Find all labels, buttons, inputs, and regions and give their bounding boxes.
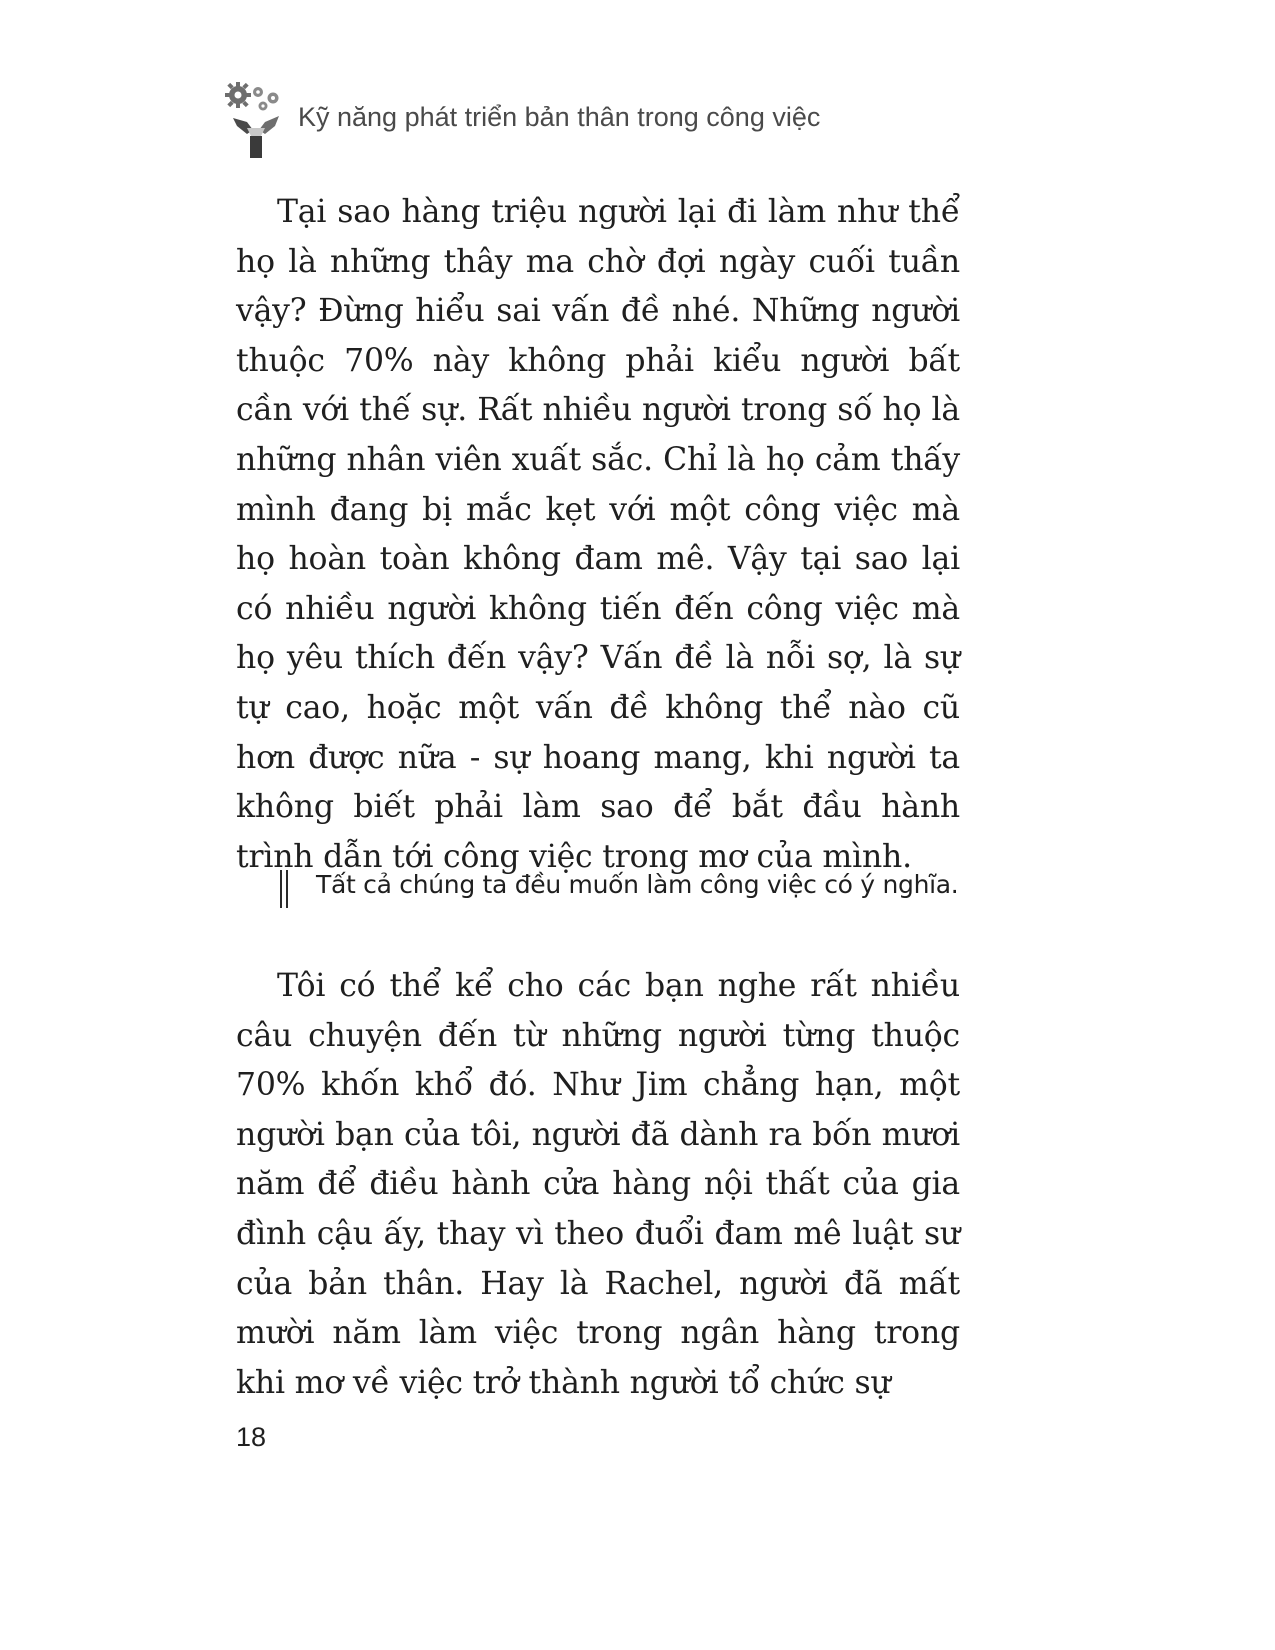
- quote-bar-icon: [280, 870, 288, 908]
- page-number: 18: [236, 1422, 267, 1452]
- pull-quote-text: Tất cả chúng ta đều muốn làm công việc có ý nghĩa.: [316, 870, 959, 899]
- gears-hands-icon: [225, 80, 287, 162]
- pull-quote: [280, 866, 980, 910]
- running-header-title: Kỹ năng phát triển bản thân trong công việc: [298, 102, 821, 132]
- body-paragraph-2: Tôi có thể kể cho các bạn nghe rất nhiều câu chuyện đến từ những người từng thuộc 70% khốn khổ đó. Như Jim chẳng hạn, một người bạn của tôi, người đã dành ra bốn mươi năm để điều hành cửa hàng nội thất của gia đình cậu ấy, thay vì theo đuổi đam mê luật sư của bản thân. Hay là Rachel, người đã mất mười năm làm việc trong ngân hàng trong khi mơ về việc trở thành người tổ chức sự: [236, 968, 960, 1401]
- running-header: [225, 80, 1025, 170]
- body-paragraph-1: Tại sao hàng triệu người lại đi làm như thể họ là những thây ma chờ đợi ngày cuối tuần vậy? Đừng hiểu sai vấn đề nhé. Những người thuộc 70% này không phải kiểu người bất cần với thế sự. Rất nhiều người trong số họ là những nhân viên xuất sắc. Chỉ là họ cảm thấy mình đang bị mắc kẹt với một công việc mà họ hoàn toàn không đam mê. Vậy tại sao lại có nhiều người không tiến đến công việc mà họ yêu thích đến vậy? Vấn đề là nỗi sợ, là sự tự cao, hoặc một vấn đề không thể nào cũ hơn được nữa - sự hoang mang, khi người ta không biết phải làm sao để bắt đầu hành trình dẫn tới công việc trong mơ của mình.: [236, 194, 960, 875]
